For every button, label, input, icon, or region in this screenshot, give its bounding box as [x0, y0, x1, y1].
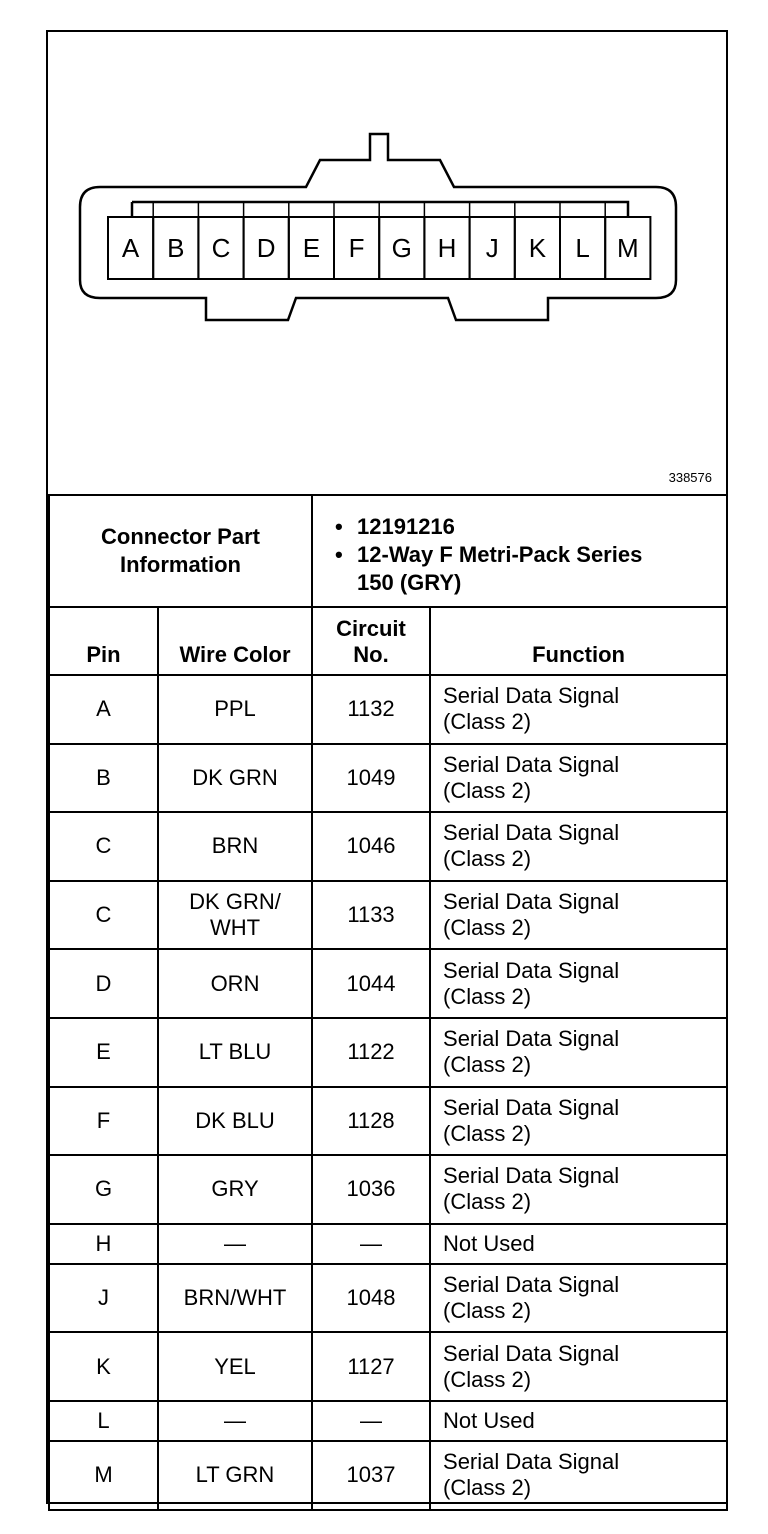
wire-color-cell: ORN — [158, 949, 312, 1018]
function-cell: Serial Data Signal (Class 2) — [430, 1018, 727, 1087]
function-cell: Serial Data Signal (Class 2) — [430, 675, 727, 744]
circuit-cell: 1127 — [312, 1332, 430, 1401]
header-function: Function — [430, 607, 727, 675]
circuit-cell: 1122 — [312, 1018, 430, 1087]
pin-cell: B — [49, 744, 158, 813]
figure-number: 338576 — [668, 470, 712, 485]
function-cell: Serial Data Signal (Class 2) — [430, 1087, 727, 1156]
circuit-cell: 1037 — [312, 1441, 430, 1510]
wire-color-cell: LT BLU — [158, 1018, 312, 1087]
function-cell: Not Used — [430, 1224, 727, 1264]
pin-cell: A — [49, 675, 158, 744]
pin-cell: C — [49, 881, 158, 950]
circuit-cell: 1044 — [312, 949, 430, 1018]
table-row — [49, 881, 727, 950]
pin-label: H — [437, 233, 457, 263]
function-cell: Serial Data Signal (Class 2) — [430, 1332, 727, 1401]
pin-label: L — [575, 233, 590, 263]
function-cell: Serial Data Signal (Class 2) — [430, 1441, 727, 1510]
wire-color-cell: DK GRN/ WHT — [158, 881, 312, 950]
pin-label: M — [616, 233, 639, 263]
table-row — [49, 1332, 727, 1401]
circuit-cell: 1133 — [312, 881, 430, 950]
circuit-cell: 1132 — [312, 675, 430, 744]
pin-label: K — [528, 233, 547, 263]
part-description: • 12-Way F Metri-Pack Series 150 (GRY) — [357, 541, 716, 597]
info-list — [312, 495, 727, 607]
function-cell: Serial Data Signal (Class 2) — [430, 1264, 727, 1333]
function-cell: Serial Data Signal (Class 2) — [430, 1155, 727, 1224]
circuit-cell: 1048 — [312, 1264, 430, 1333]
wire-color-cell: PPL — [158, 675, 312, 744]
pin-label: F — [348, 233, 365, 263]
header-row — [49, 607, 727, 675]
table-row — [49, 1155, 727, 1224]
pin-cell: J — [49, 1264, 158, 1333]
table-row — [49, 1087, 727, 1156]
connector-sheet — [46, 30, 728, 1504]
header-pin: Pin — [49, 607, 158, 675]
circuit-cell: 1128 — [312, 1087, 430, 1156]
circuit-cell: 1049 — [312, 744, 430, 813]
pin-label: B — [167, 233, 185, 263]
info-label: Connector Part Information — [49, 495, 312, 607]
wire-color-cell: DK BLU — [158, 1087, 312, 1156]
pin-label: G — [391, 233, 412, 263]
circuit-cell: 1036 — [312, 1155, 430, 1224]
info-row — [49, 495, 727, 607]
header-circuit: Circuit No. — [312, 607, 430, 675]
connector-face-drawing — [48, 32, 726, 494]
table-row — [49, 675, 727, 744]
pin-cell: G — [49, 1155, 158, 1224]
wire-color-cell: BRN/WHT — [158, 1264, 312, 1333]
wire-color-cell: BRN — [158, 812, 312, 881]
connector-diagram — [48, 32, 726, 494]
wire-color-cell: — — [158, 1401, 312, 1441]
wire-color-cell: DK GRN — [158, 744, 312, 813]
part-number: • 12191216 — [357, 513, 716, 541]
pin-label: E — [302, 233, 321, 263]
function-cell: Serial Data Signal (Class 2) — [430, 881, 727, 950]
pin-label: J — [485, 233, 499, 263]
connector-table — [48, 494, 728, 1511]
pin-cell: M — [49, 1441, 158, 1510]
function-cell: Serial Data Signal (Class 2) — [430, 812, 727, 881]
table-row — [49, 812, 727, 881]
table-row — [49, 1441, 727, 1510]
pin-label: D — [256, 233, 276, 263]
wire-color-cell: LT GRN — [158, 1441, 312, 1510]
wire-color-cell: GRY — [158, 1155, 312, 1224]
circuit-cell: — — [312, 1401, 430, 1441]
header-wire-color: Wire Color — [158, 607, 312, 675]
table-row — [49, 949, 727, 1018]
circuit-cell: — — [312, 1224, 430, 1264]
table-row — [49, 1224, 727, 1264]
circuit-cell: 1046 — [312, 812, 430, 881]
table-row — [49, 1401, 727, 1441]
pin-cell: L — [49, 1401, 158, 1441]
function-cell: Serial Data Signal (Class 2) — [430, 744, 727, 813]
table-row — [49, 744, 727, 813]
table-row — [49, 1264, 727, 1333]
pin-label: A — [121, 233, 140, 263]
wire-color-cell: — — [158, 1224, 312, 1264]
wire-color-cell: YEL — [158, 1332, 312, 1401]
connector-outline — [80, 134, 676, 320]
pin-cell: D — [49, 949, 158, 1018]
pin-cell: E — [49, 1018, 158, 1087]
function-cell: Not Used — [430, 1401, 727, 1441]
function-cell: Serial Data Signal (Class 2) — [430, 949, 727, 1018]
pin-cell: H — [49, 1224, 158, 1264]
inner-outline — [132, 202, 628, 217]
pin-cell: C — [49, 812, 158, 881]
pin-label: C — [211, 233, 231, 263]
pin-cell: K — [49, 1332, 158, 1401]
pin-cell: F — [49, 1087, 158, 1156]
table-row — [49, 1018, 727, 1087]
